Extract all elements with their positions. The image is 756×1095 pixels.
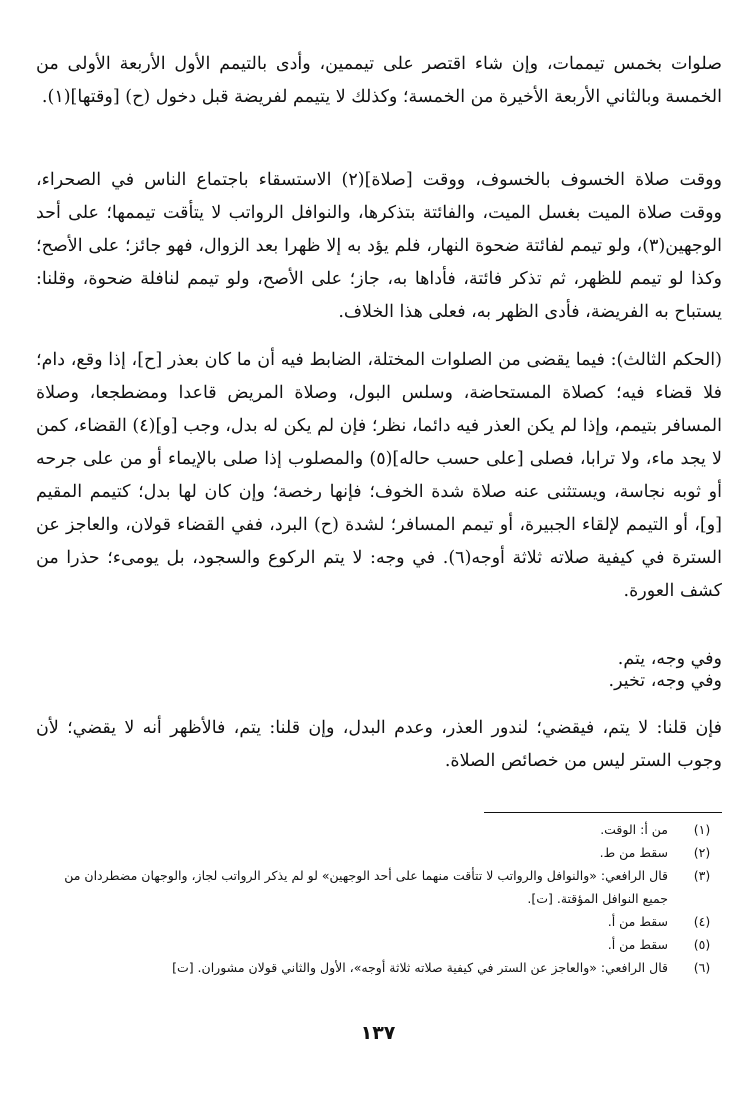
footnote	[36, 910, 722, 933]
footnote-text: قال الرافعي: «والنوافل والرواتب لا تتأقت منهما على أحد الوجهين» لو لم يذكر الرواتب لجاز، والوجهان مضطردان من جميع النوافل المؤقتة. [ت].	[64, 868, 668, 906]
footnotes-list	[36, 818, 722, 979]
paragraph-conclusion: فإن قلنا: لا يتم، فيقضي؛ لندور العذر، وعدم البدل، وإن قلنا: يتم، فالأظهر أنه لا يقضي؛ لأن وجوب الستر ليس من خصائص الصلاة.	[36, 717, 722, 771]
footnote-text: سقط من أ.	[607, 914, 668, 929]
page-number: ١٣٧	[360, 1022, 396, 1044]
footnote-divider	[484, 812, 722, 813]
footnote-text: سقط من أ.	[607, 937, 668, 952]
footnote-number: (٣)	[693, 868, 711, 883]
footnote	[36, 864, 722, 910]
paragraph-third-ruling: (الحكم الثالث): فيما يقضى من الصلوات المختلة، الضابط فيه أن ما كان بعذر [ح]، إذا وقع، دام؛ فلا قضاء فيه؛ كصلاة المستحاضة، وسلس البول، وصلاة المريض قاعدا ومضطجعا، وصلاة المسافر بتيمم، وإذا لم يكن العذر فيه دائما، نظر؛ فإن لم يكن له بدل، وجب [و](٤) القضاء، كمن لا يجد ماء، ولا ترابا، فصلى [على حسب حاله](٥) والمصلوب إذا صلى بالإيماء أو من على جرحه أو ثوبه نجاسة، ويستثنى عنه صلاة شدة الخوف؛ فإنها رخصة؛ وإن كان لها بدل؛ كتيمم المقيم [و]، أو التيمم لإلقاء الجبيرة، أو تيمم المسافر؛ لشدة (ح) البرد، ففي القضاء قولان، والعاجز عن السترة في كيفية صلاته ثلاثة أوجه(٦). في وجه: لا يتم الركوع والسجود، بل يومىء؛ حذرا من كشف العورة.	[36, 349, 723, 601]
paragraph-view-complete: وفي وجه، يتم.	[617, 648, 722, 669]
footnote	[36, 841, 722, 864]
paragraph-tayammum-prayers: صلوات بخمس تيممات، وإن شاء اقتصر على تيممين، وأدى بالتيمم الأول الأربعة الأولى من الخمسة وبالثاني الأربعة الأخيرة من الخمسة؛ وكذلك لا يتيمم لفريضة قبل دخول (ح) [وقتها](١).	[36, 53, 722, 107]
footnote	[36, 818, 722, 841]
paragraph-prayer-times: ووقت صلاة الخسوف بالخسوف، ووقت [صلاة](٢) الاستسقاء باجتماع الناس في الصحراء، ووقت صلاة الميت بغسل الميت، والفائتة بتذكرها، والنوافل الرواتب لا يتأقت تيممها؛ على أحد الوجهين(٣)، ولو تيمم لفائتة ضحوة النهار، فلم يؤد به إلا ظهرا بعد الزوال، فهو جائز؛ على الأصح؛ وكذا لو تيمم للظهر، ثم تذكر فائتة، فأداها به، جاز؛ على الأصح، ولو تيمم لنافلة ضحوة، وقلنا: يستباح به الفريضة، فأدى الظهر به، فعلى هذا الخلاف.	[36, 169, 722, 322]
footnote-text: سقط من ط.	[599, 845, 668, 860]
paragraph-view-choice: وفي وجه، تخير.	[608, 670, 722, 691]
footnote-number: (١)	[693, 822, 711, 837]
footnote	[36, 956, 722, 979]
footnote	[36, 933, 722, 956]
footnote-number: (٤)	[693, 914, 711, 929]
footnote-number: (٦)	[693, 960, 711, 975]
footnote-number: (٥)	[693, 937, 711, 952]
footnote-text: من أ: الوقت.	[600, 822, 668, 837]
footnote-number: (٢)	[693, 845, 711, 860]
footnote-text: قال الرافعي: «والعاجز عن الستر في كيفية صلاته ثلاثة أوجه»، الأول والثاني قولان مشوران. [ت]	[172, 960, 668, 975]
